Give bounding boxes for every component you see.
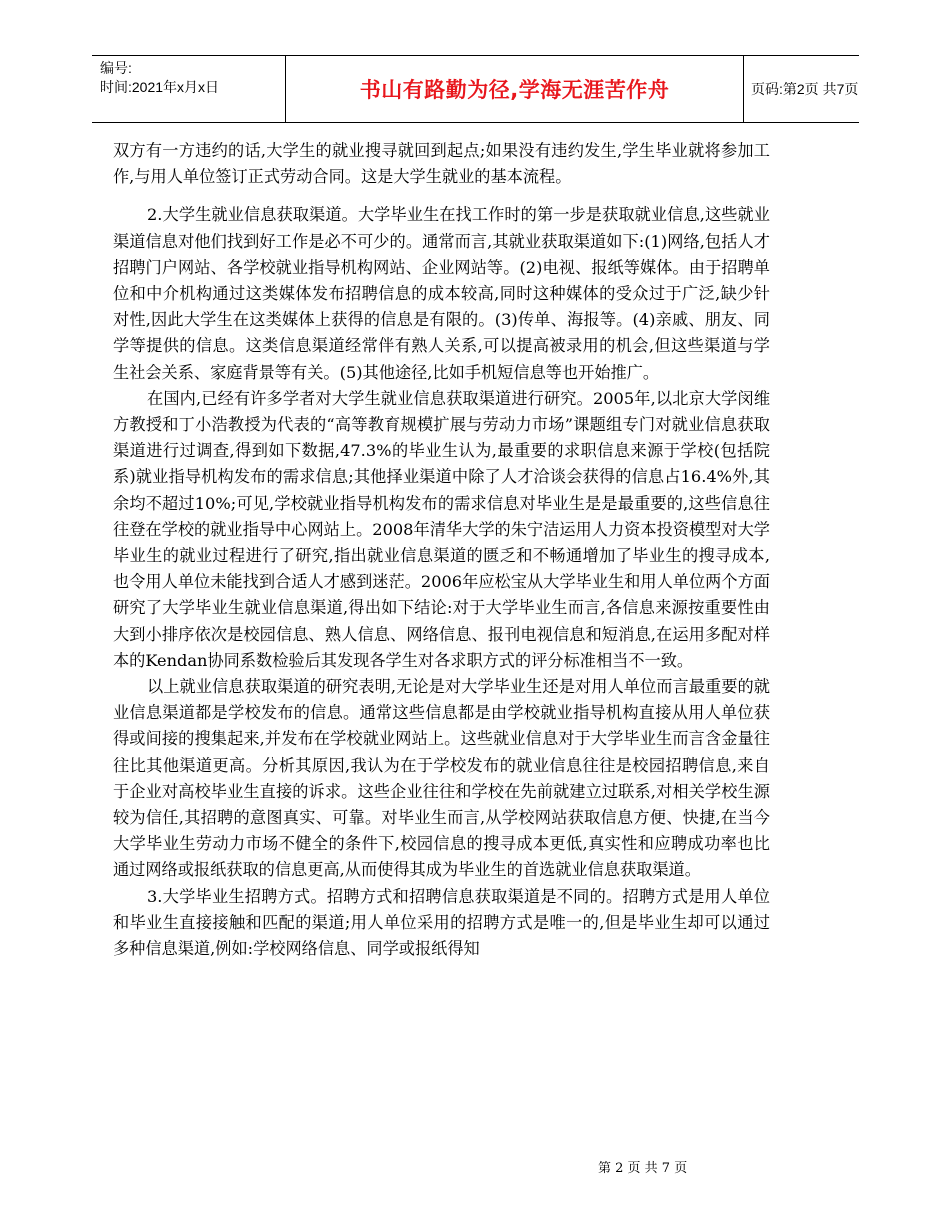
paragraph-1: 双方有一方违约的话,大学生的就业搜寻就回到起点;如果没有违约发生,学生毕业就将参加工作,与用人单位签订正式劳动合同。这是大学生就业的基本流程。: [113, 141, 770, 187]
document-body: [113, 138, 770, 962]
header-meta-cell: [92, 56, 285, 122]
page-number-info: 页码:第2页 共7页: [751, 81, 859, 97]
document-number-label: 编号:: [100, 60, 132, 76]
paragraph-4: 以上就业信息获取渠道的研究表明,无论是对大学毕业生还是对用人单位而言最重要的就业信息渠道都是学校发布的信息。通常这些信息都是由学校就业指导机构直接从用人单位获得或间接的搜集起来,并发布在学校就业网站上。这些就业信息对于大学毕业生而言含金量往往比其他渠道更高。分析其原因,我认为在于学校发布的就业信息往往是校园招聘信息,来自于企业对高校毕业生直接的诉求。这些企业往往和学校在先前就建立过联系,对相关学校生源较为信任,其招聘的意图真实、可靠。对毕业生而言,从学校网站获取信息方便、快捷,在当今大学毕业生劳动力市场不健全的条件下,校园信息的搜寻成本更低,真实性和应聘成功率也比通过网络或报纸获取的信息更高,从而使得其成为毕业生的首选就业信息获取渠道。: [113, 677, 770, 880]
paragraph-5: 3.大学毕业生招聘方式。招聘方式和招聘信息获取渠道是不同的。招聘方式是用人单位和毕业生直接接触和匹配的渠道;用人单位采用的招聘方式是唯一的,但是毕业生却可以通过多种信息渠道,例如:学校网络信息、同学或报纸得知: [113, 886, 770, 959]
header-page-cell: [743, 56, 859, 122]
paragraph-2: 2.大学生就业信息获取渠道。大学毕业生在找工作时的第一步是获取就业信息,这些就业渠道信息对他们找到好工作是必不可少的。通常而言,其就业获取渠道如下:(1)网络,包括人才招聘门户网站、各学校就业指导机构网站、企业网站等。(2)电视、报纸等媒体。由于招聘单位和中介机构通过这类媒体发布招聘信息的成本较高,同时这种媒体的受众过于广泛,缺少针对性,因此大学生在这类媒体上获得的信息是有限的。(3)传单、海报等。(4)亲戚、朋友、同学等提供的信息。这类信息渠道经常伴有熟人关系,可以提高被录用的机会,但这些渠道与学生社会关系、家庭背景等有关。(5)其他途径,比如手机短信息等也开始推广。: [113, 205, 770, 382]
page-header: [92, 55, 859, 123]
header-motto-cell: [285, 56, 744, 122]
document-time-label: 时间:2021年x月x日: [100, 79, 220, 95]
page-footer: 第 2 页 共 7 页: [598, 1161, 688, 1176]
motto-text: 书山有路勤为径,学海无涯苦作舟: [359, 78, 670, 102]
paragraph-3: 在国内,已经有许多学者对大学生就业信息获取渠道进行研究。2005年,以北京大学闵维方教授和丁小浩教授为代表的“高等教育规模扩展与劳动力市场”课题组专门对就业信息获取渠道进行过调查,得到如下数据,47.3%的毕业生认为,最重要的求职信息来源于学校(包括院系)就业指导机构发布的需求信息;其他择业渠道中除了人才洽谈会获得的信息占16.4%外,其余均不超过10%;可见,学校就业指导机构发布的需求信息对毕业生是是最重要的,这些信息往往登在学校的就业指导中心网站上。2008年清华大学的朱宁洁运用人力资本投资模型对大学毕业生的就业过程进行了研究,指出就业信息渠道的匮乏和不畅通增加了毕业生的搜寻成本,也令用人单位未能找到合适人才感到迷茫。2006年应松宝从大学毕业生和用人单位两个方面研究了大学毕业生就业信息渠道,得出如下结论:对于大学毕业生而言,各信息来源按重要性由大到小排序依次是校园信息、熟人信息、网络信息、报刊电视信息和短消息,在运用多配对样本的Kendan协同系数检验后其发现各学生对各求职方式的评分标准相当不一致。: [113, 388, 770, 670]
